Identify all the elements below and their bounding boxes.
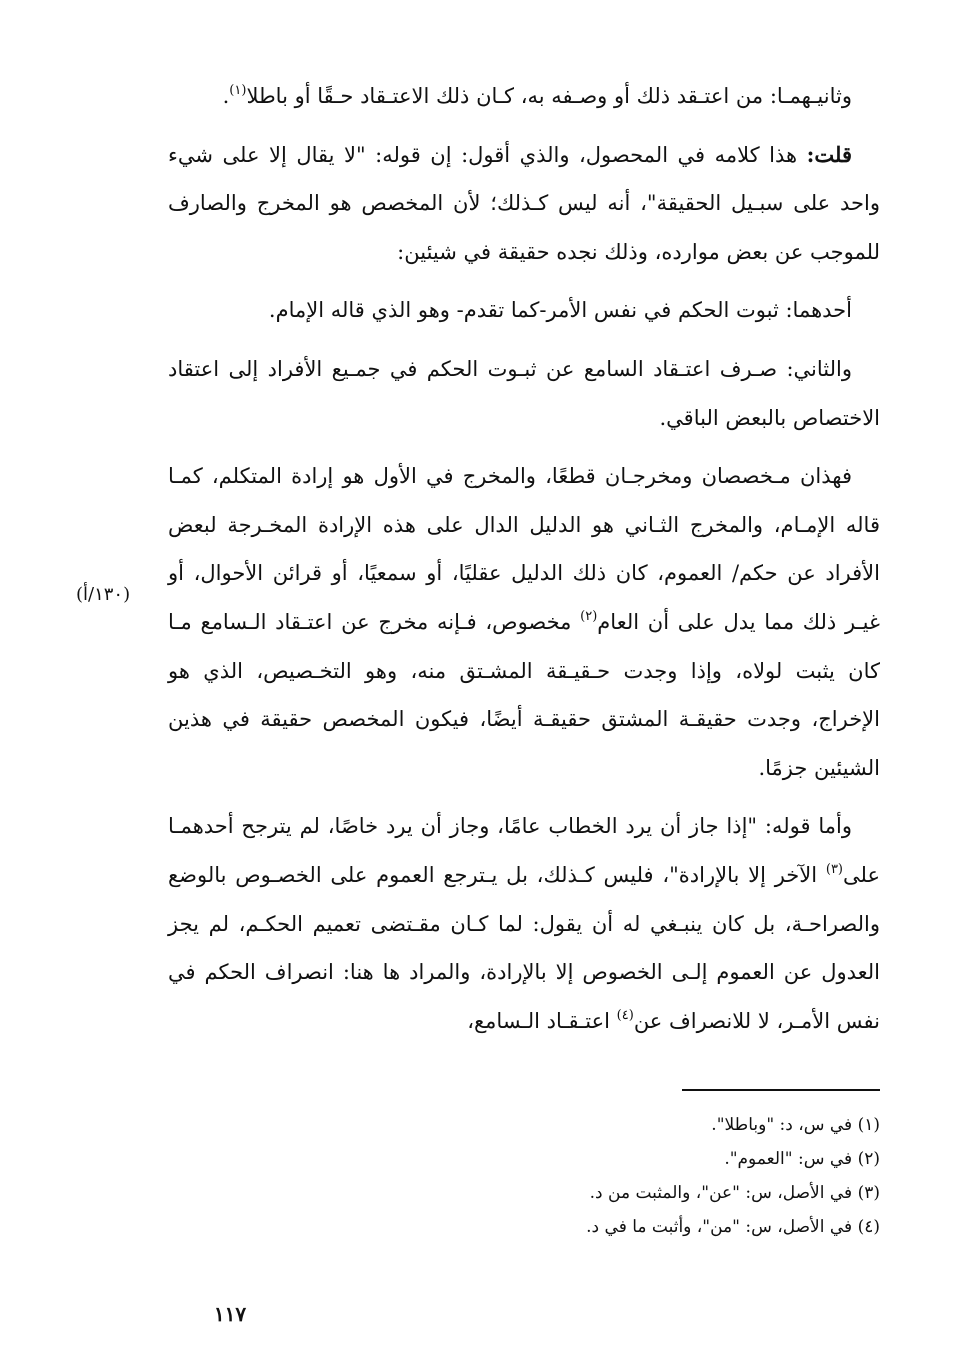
- paragraph-1-end: .: [222, 84, 230, 108]
- paragraph-4: والثاني: صـرف اعتـقاد السامع عن ثبـوت الحكم في جمـيع الأفراد إلى اعتقاد الاختصاص بالبعض الباقي.: [168, 356, 880, 430]
- paragraph-5: [168, 452, 880, 792]
- footnote-ref-1: (١): [229, 83, 247, 98]
- footnote-1: (١) في س، د: "وباطلا".: [711, 1115, 880, 1135]
- footnote-separator: [682, 1089, 880, 1091]
- paragraph-5-text-a: فهذان مـخصصان ومخرجـان قطعًا، والمخرج في الأول هو إرادة المتكلم، كمـا قاله الإمـام، والمخرج الثـاني هو الدليل الدال على هذه الإرادة المخـرجة لبعض الأفراد عن حكم/ العموم، كان ذلك الدليل عقليًا، أو سمعيًا، أو قرائن الأحوال، أو غيـر ذلك مما يدل على أن العام: [168, 464, 880, 634]
- marginal-folio-note: (١٣٠/أ): [76, 584, 131, 605]
- paragraph-5-text-b: مخصوص، فـإنه مخرج عن اعتـقاد الـسامع مـا كان يثبت لولاه، وإذا وجدت حـقيـقة المشـتق منه، وهو التخـصيص، الذي هو الإخراج، وجدت حقيقـة المشتق حقيقـة أيضًا، فيكون المخصص حقيقة في هذين الشيئين جزمًا.: [168, 609, 880, 780]
- footnote-3: (٣) في الأصل، س: "عن"، والمثبت من د.: [589, 1183, 880, 1203]
- paragraph-1: [168, 72, 880, 121]
- footnote-4: (٤) في الأصل، س: "من"، وأثبت ما في د.: [586, 1217, 880, 1237]
- paragraph-6: [168, 802, 880, 1045]
- footnote-ref-3: (٣): [825, 861, 843, 877]
- paragraph-6-text-c: اعتـقـاد الـسامع،: [467, 1008, 617, 1033]
- footnotes: [360, 1108, 880, 1244]
- paragraph-2-lead: قلت:: [806, 141, 852, 167]
- footnote-2: (٢) في س: "العموم".: [724, 1149, 880, 1169]
- page-number: ١١٧: [213, 1302, 247, 1326]
- paragraph-2-text: هذا كلامه في المحصول، والذي أقول: إن قوله: "لا يقال إلا على شيء واحد على سبـيل الحقيقة"، أنه ليس كـذلك؛ لأن المخصص هو المخرج والصارف للموجب عن بعض موارده، وذلك نجده حقيقة في شيئين:: [168, 142, 880, 264]
- footnote-ref-2: (٢): [580, 608, 598, 624]
- paragraph-6-text-b: الآخر إلا بالإرادة"، فليس كـذلك، بل يـترجع العموم على الخصـوص بالوضع والصراحـة، بل كان ينبـغي له أن يقول: لما كـان مقـتضى تعميم الحكـم، لم يجز العدول عن العموم إلـى الخصوص إلا بالإرادة، والمراد ها هنا: انصراف الحكم في نفس الأمـر، لا للانصراف عن: [168, 862, 880, 1033]
- paragraph-2: [168, 131, 880, 277]
- paragraph-3: أحدهما: ثبوت الحكم في نفس الأمر-كما تقدم- وهو الذي قاله الإمام.: [268, 298, 852, 323]
- paragraph-1-text: وثانيـهمـا: من اعتـقد ذلك أو وصـفه به، كـان ذلك الاعتـقاد حـقًا أو باطلا: [246, 84, 852, 108]
- main-text: [168, 72, 880, 1055]
- paragraph-6-text-a: وأما قوله: "إذا جاز أن يرد الخطاب عامًا، وجاز أن يرد خاصًا، لم يترجح أحدهمـا على: [168, 814, 880, 887]
- footnote-ref-4: (٤): [616, 1007, 634, 1023]
